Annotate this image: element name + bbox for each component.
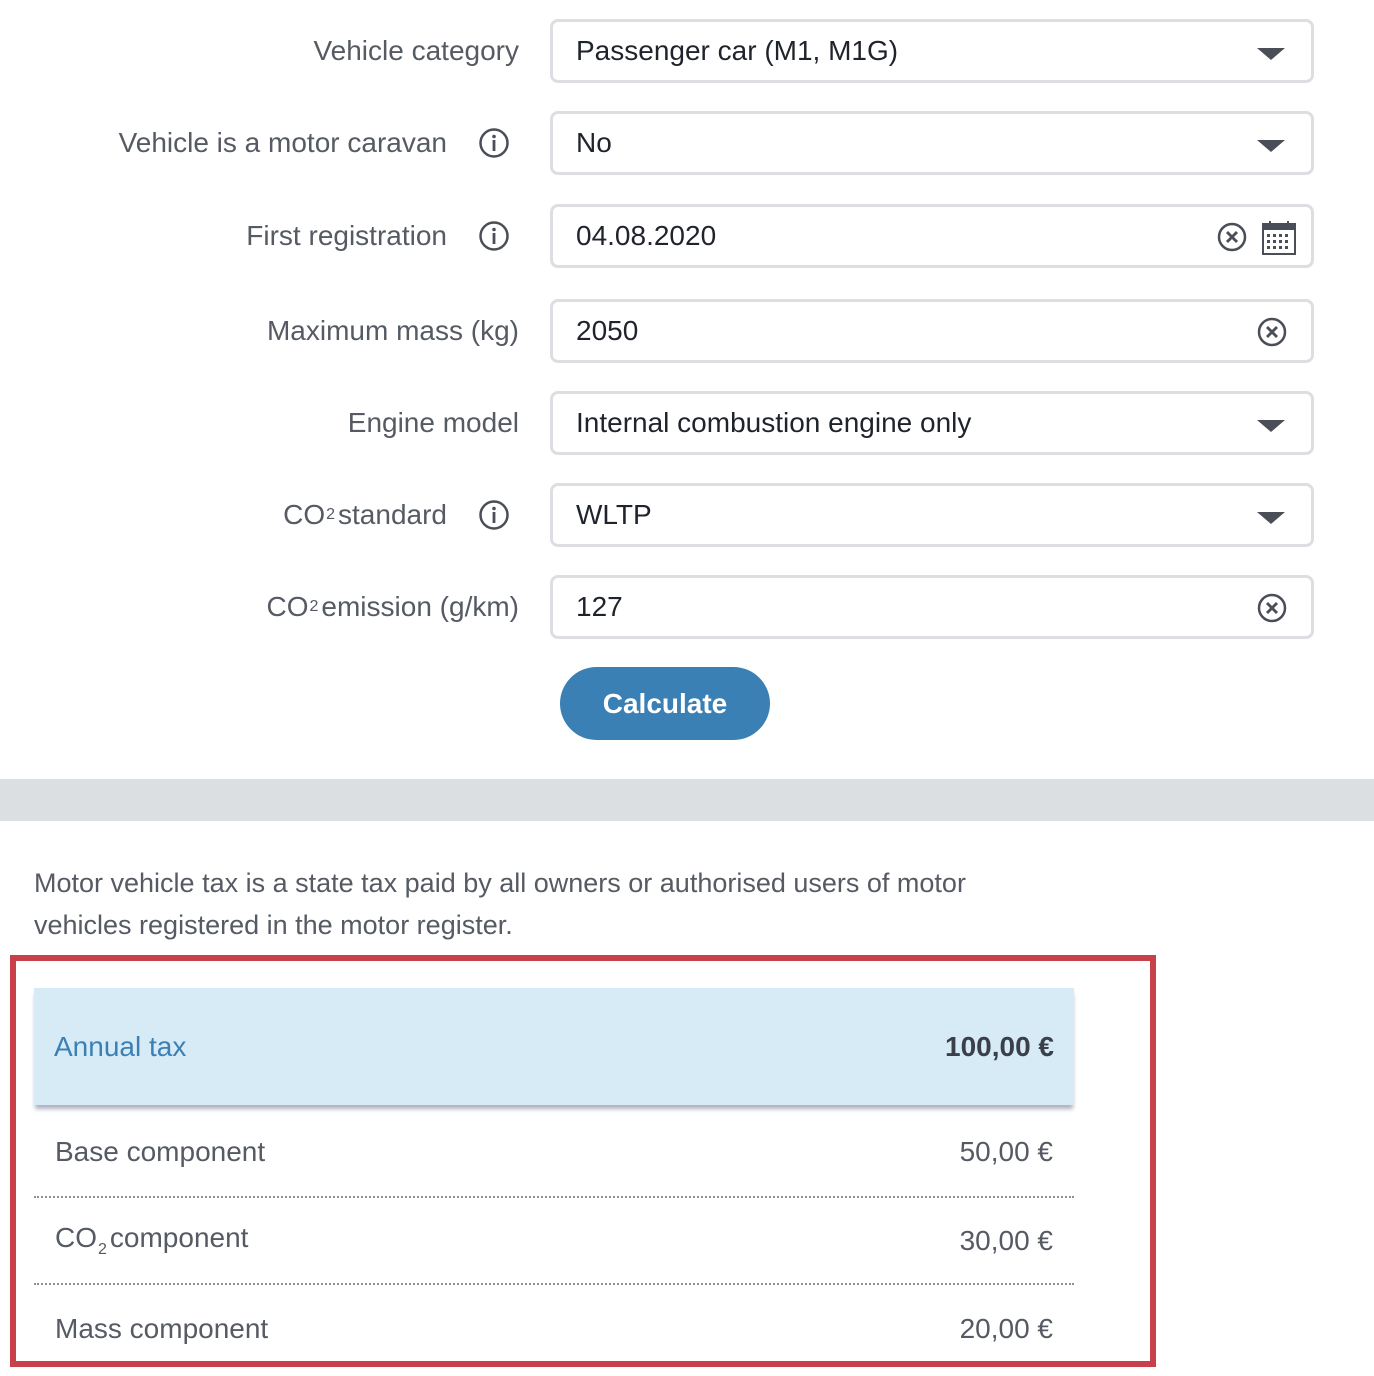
motor-caravan-value: No [576,127,612,158]
co2-emission-label-suffix: emission (g/km) [321,591,519,622]
clear-icon[interactable] [1217,222,1247,252]
co2-component-label-sub: 2 [98,1241,107,1258]
base-component-value: 50,00 € [959,1136,1053,1167]
first-registration-label: First registration [246,220,447,251]
co2-component-label-suffix: component [109,1222,249,1253]
co2-standard-select[interactable] [550,483,1314,547]
vehicle-category-row [0,19,1374,83]
co2-standard-label-prefix: CO [283,499,326,530]
co2-emission-label [267,575,520,639]
first-registration-value: 04.08.2020 [576,220,717,251]
info-icon[interactable] [478,127,510,159]
co2-standard-value: WLTP [576,499,652,530]
co2-standard-row [0,483,1374,547]
engine-model-value: Internal combustion engine only [576,407,972,438]
co2-standard-label-suffix: standard [338,499,447,530]
co2-component-label [55,1222,248,1259]
tax-results [34,988,1074,1372]
mass-component-label: Mass component [55,1312,269,1344]
mass-component-value: 20,00 € [959,1312,1053,1344]
first-registration-input[interactable] [550,204,1314,268]
clear-icon[interactable] [1257,593,1287,623]
engine-model-row [0,391,1374,455]
motor-caravan-select[interactable] [550,111,1314,175]
clear-icon[interactable] [1257,317,1287,347]
info-icon[interactable] [478,499,510,531]
co2-emission-value: 127 [576,591,623,622]
motor-caravan-row [0,111,1374,175]
maximum-mass-value: 2050 [576,315,639,346]
co2-standard-label [283,483,447,547]
annual-tax-row [34,988,1074,1105]
vehicle-category-value: Passenger car (M1, M1G) [576,35,899,66]
first-registration-row [0,204,1374,268]
caret-down-icon [1257,420,1285,432]
base-component-row [34,1108,1074,1198]
tax-description: Motor vehicle tax is a state tax paid by all owners or authorised users of motor vehicles registered in the motor register. [34,868,966,940]
vehicle-category-select[interactable] [550,19,1314,83]
co2-standard-label-sub: 2 [326,506,336,523]
caret-down-icon [1257,48,1285,60]
annual-tax-value: 100,00 € [945,1030,1054,1062]
engine-model-select[interactable] [550,391,1314,455]
caret-down-icon [1257,140,1285,152]
info-icon[interactable] [478,220,510,252]
calendar-icon[interactable] [1261,220,1297,256]
maximum-mass-label: Maximum mass (kg) [266,315,519,346]
calculate-button[interactable]: Calculate [560,667,770,740]
co2-component-row [34,1198,1074,1285]
co2-emission-label-prefix: CO [266,591,309,622]
co2-emission-row [0,575,1374,639]
annual-tax-label: Annual tax [54,1030,187,1062]
co2-component-label-prefix: CO [55,1222,97,1253]
section-divider [0,779,1374,821]
maximum-mass-row [0,299,1374,363]
co2-emission-label-sub: 2 [309,598,319,615]
engine-model-label: Engine model [347,407,519,438]
base-component-label: Base component [55,1136,266,1167]
maximum-mass-input[interactable] [550,299,1314,363]
motor-caravan-label: Vehicle is a motor caravan [118,127,447,158]
mass-component-row [34,1285,1074,1372]
vehicle-category-label: Vehicle category [313,35,519,66]
co2-emission-input[interactable] [550,575,1314,639]
caret-down-icon [1257,512,1285,524]
co2-component-value: 30,00 € [959,1224,1053,1256]
